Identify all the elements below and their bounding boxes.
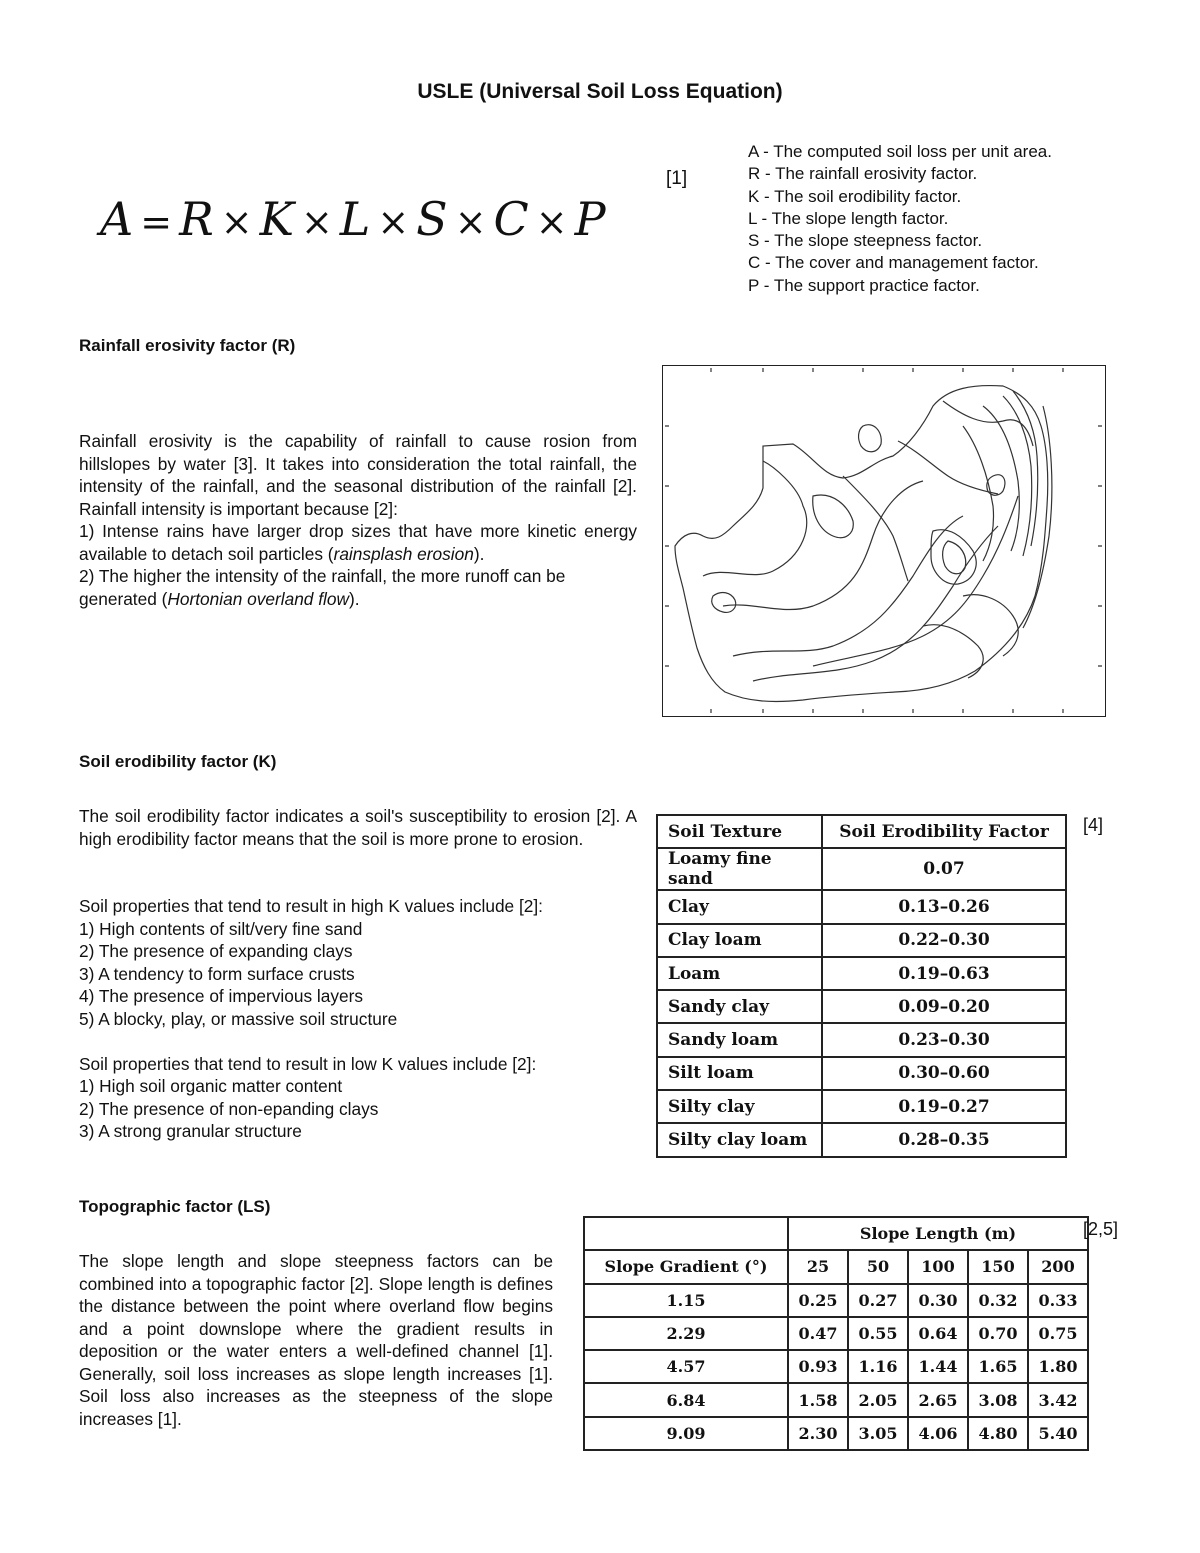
- table-row: [584, 1317, 1088, 1350]
- slope-table-citation: [2,5]: [1083, 1219, 1119, 1239]
- table-cell: [584, 1217, 788, 1250]
- equation-legend: [748, 141, 1052, 297]
- table-cell: Loam: [657, 957, 822, 990]
- table-cell: 0.32: [968, 1284, 1028, 1317]
- table-cell: 1.58: [788, 1383, 848, 1416]
- table-cell: Sandy clay: [657, 990, 822, 1023]
- table-cell: 9.09: [584, 1417, 788, 1450]
- rainfall-point-1-term: rainsplash erosion: [333, 543, 474, 564]
- table-cell: 1.80: [1028, 1350, 1088, 1383]
- table-header: Soil Texture: [657, 815, 822, 848]
- table-cell: 0.09–0.20: [822, 990, 1066, 1023]
- table-cell: 2.29: [584, 1317, 788, 1350]
- table-cell: 2.30: [788, 1417, 848, 1450]
- table-cell: Silty clay: [657, 1090, 822, 1123]
- eq-term: A: [100, 192, 135, 246]
- table-cell: Clay loam: [657, 924, 822, 957]
- table-header: 50: [848, 1250, 908, 1283]
- table-cell: 0.27: [848, 1284, 908, 1317]
- table-cell: 5.40: [1028, 1417, 1088, 1450]
- table-cell: 0.47: [788, 1317, 848, 1350]
- table-header-row: [584, 1217, 1088, 1250]
- erodibility-intro: The soil erodibility factor indicates a soil's susceptibility to erosion [2]. A high erodibility factor means that the soil is more prone to erosion.: [79, 806, 637, 849]
- table-row: [584, 1417, 1088, 1450]
- table-cell: 1.16: [848, 1350, 908, 1383]
- table-row: [584, 1383, 1088, 1416]
- table-cell: 0.30: [908, 1284, 968, 1317]
- table-header: Soil Erodibility Factor: [822, 815, 1066, 848]
- rainfall-paragraph: Rainfall erosivity is the capability of rainfall to cause rosion from hillslopes by water [3]. It takes into consideration the total rainfall, the intensity of the rainfall, and the seasonal distribution of the rainfall [2]. Rainfall intensity is important because [2]:: [79, 431, 637, 519]
- table-header: 200: [1028, 1250, 1088, 1283]
- erosivity-map: [662, 365, 1106, 717]
- high-k-item: 1) High contents of silt/very fine sand: [79, 918, 363, 939]
- table-cell: 4.57: [584, 1350, 788, 1383]
- table-cell: 0.19–0.27: [822, 1090, 1066, 1123]
- eq-term: K: [259, 192, 295, 246]
- eq-term: S: [416, 192, 449, 246]
- table-cell: Silty clay loam: [657, 1123, 822, 1156]
- table-row: [584, 1284, 1088, 1317]
- table-cell: 0.23–0.30: [822, 1023, 1066, 1056]
- table-cell: 0.19–0.63: [822, 957, 1066, 990]
- topographic-heading: Topographic factor (LS): [79, 1197, 271, 1216]
- eq-term: P: [574, 192, 607, 246]
- rainfall-point-1-text: 1) Intense rains have larger drop sizes that have more kinetic energy available to detach soil particles (: [79, 521, 637, 564]
- equation-citation: [1]: [666, 168, 688, 189]
- table-header: 100: [908, 1250, 968, 1283]
- table-cell: 0.13–0.26: [822, 890, 1066, 923]
- high-k-item: 2) The presence of expanding clays: [79, 941, 353, 961]
- page-title: USLE (Universal Soil Loss Equation): [417, 80, 783, 103]
- rainfall-point-2-text: 2) The higher the intensity of the rainfall, the more runoff can be generated (: [79, 566, 566, 609]
- table-row: [584, 1350, 1088, 1383]
- table-header: 25: [788, 1250, 848, 1283]
- eq-operator: =: [140, 200, 174, 244]
- erodibility-table: [656, 814, 1067, 1158]
- eq-operator: ×: [454, 200, 488, 244]
- table-cell: 0.93: [788, 1350, 848, 1383]
- table-cell: 0.28–0.35: [822, 1123, 1066, 1156]
- eq-operator: ×: [300, 200, 334, 244]
- low-k-heading: Soil properties that tend to result in low K values include [2]:: [79, 1053, 537, 1074]
- table-header-row: [584, 1250, 1088, 1283]
- table-cell: 2.65: [908, 1383, 968, 1416]
- usle-equation: [100, 192, 607, 246]
- table-cell: 0.07: [822, 848, 1066, 890]
- legend-item: C - The cover and management factor.: [748, 253, 1039, 273]
- low-k-item: 2) The presence of non-epanding clays: [79, 1098, 379, 1119]
- rainfall-point-1: [79, 520, 637, 565]
- eq-term: L: [339, 192, 372, 246]
- erodibility-table-citation: [4]: [1083, 815, 1104, 835]
- erodibility-lists: [79, 895, 543, 1143]
- table-cell: 4.06: [908, 1417, 968, 1450]
- table-cell: 0.70: [968, 1317, 1028, 1350]
- table-row: [657, 890, 1066, 923]
- table-row: [657, 924, 1066, 957]
- table-header: Slope Gradient (°): [584, 1250, 788, 1283]
- high-k-item: 3) A tendency to form surface crusts: [79, 963, 355, 984]
- table-cell: 0.33: [1028, 1284, 1088, 1317]
- table-cell: Silt loam: [657, 1057, 822, 1090]
- table-cell: 3.05: [848, 1417, 908, 1450]
- table-header: Slope Length (m): [788, 1217, 1088, 1250]
- table-cell: 1.44: [908, 1350, 968, 1383]
- table-cell: 4.80: [968, 1417, 1028, 1450]
- eq-operator: ×: [377, 200, 411, 244]
- table-cell: 0.30–0.60: [822, 1057, 1066, 1090]
- table-cell: 3.08: [968, 1383, 1028, 1416]
- table-cell: 0.75: [1028, 1317, 1088, 1350]
- slope-table: [583, 1216, 1089, 1451]
- table-header: 150: [968, 1250, 1028, 1283]
- eq-operator: ×: [220, 200, 254, 244]
- rainfall-point-2-term: Hortonian overland flow: [167, 588, 349, 609]
- table-cell: 1.65: [968, 1350, 1028, 1383]
- rainfall-point-2-end: ).: [348, 588, 360, 609]
- table-cell: 6.84: [584, 1383, 788, 1416]
- table-row: [657, 1023, 1066, 1056]
- low-k-item: 1) High soil organic matter content: [79, 1076, 343, 1096]
- table-cell: 2.05: [848, 1383, 908, 1416]
- rainfall-point-2: [79, 565, 637, 610]
- table-cell: Clay: [657, 890, 822, 923]
- rainfall-point-1-end: ).: [473, 543, 485, 564]
- high-k-item: 5) A blocky, play, or massive soil structure: [79, 1008, 398, 1029]
- table-row: [657, 1090, 1066, 1123]
- rainfall-heading: Rainfall erosivity factor (R): [79, 336, 296, 355]
- table-row: [657, 990, 1066, 1023]
- table-cell: 0.55: [848, 1317, 908, 1350]
- topographic-text: The slope length and slope steepness factors can be combined into a topographic factor [2]. Slope length is defines the distance between the point where overland flow begins and a point downslope where the gradient results in deposition or the water enters a well-defined channel [1]. Generally, soil loss increases as slope length increases [1]. Soil loss also increases as the steepness of the slope increases [1].: [79, 1251, 553, 1429]
- legend-item: A - The computed soil loss per unit area.: [748, 142, 1052, 161]
- legend-item: K - The soil erodibility factor.: [748, 186, 962, 206]
- table-cell: 1.15: [584, 1284, 788, 1317]
- legend-item: P - The support practice factor.: [748, 275, 980, 295]
- legend-item: L - The slope length factor.: [748, 208, 949, 228]
- table-row: [657, 957, 1066, 990]
- eq-term: C: [493, 192, 530, 246]
- table-row: [657, 1057, 1066, 1090]
- erodibility-heading: Soil erodibility factor (K): [79, 752, 277, 771]
- table-cell: 0.25: [788, 1284, 848, 1317]
- legend-item: R - The rainfall erosivity factor.: [748, 164, 978, 184]
- low-k-item: 3) A strong granular structure: [79, 1121, 302, 1141]
- table-cell: Sandy loam: [657, 1023, 822, 1056]
- legend-item: S - The slope steepness factor.: [748, 231, 983, 251]
- table-cell: 0.64: [908, 1317, 968, 1350]
- eq-term: R: [179, 192, 215, 246]
- south-africa-map: [663, 366, 1104, 715]
- table-row: [657, 848, 1066, 890]
- high-k-item: 4) The presence of impervious layers: [79, 986, 363, 1006]
- table-header-row: [657, 815, 1066, 848]
- table-cell: 0.22–0.30: [822, 924, 1066, 957]
- rainfall-text: [79, 430, 637, 610]
- table-cell: 3.42: [1028, 1383, 1088, 1416]
- table-row: [657, 1123, 1066, 1156]
- eq-operator: ×: [535, 200, 569, 244]
- high-k-heading: Soil properties that tend to result in high K values include [2]:: [79, 896, 543, 916]
- table-cell: Loamy fine sand: [657, 848, 822, 890]
